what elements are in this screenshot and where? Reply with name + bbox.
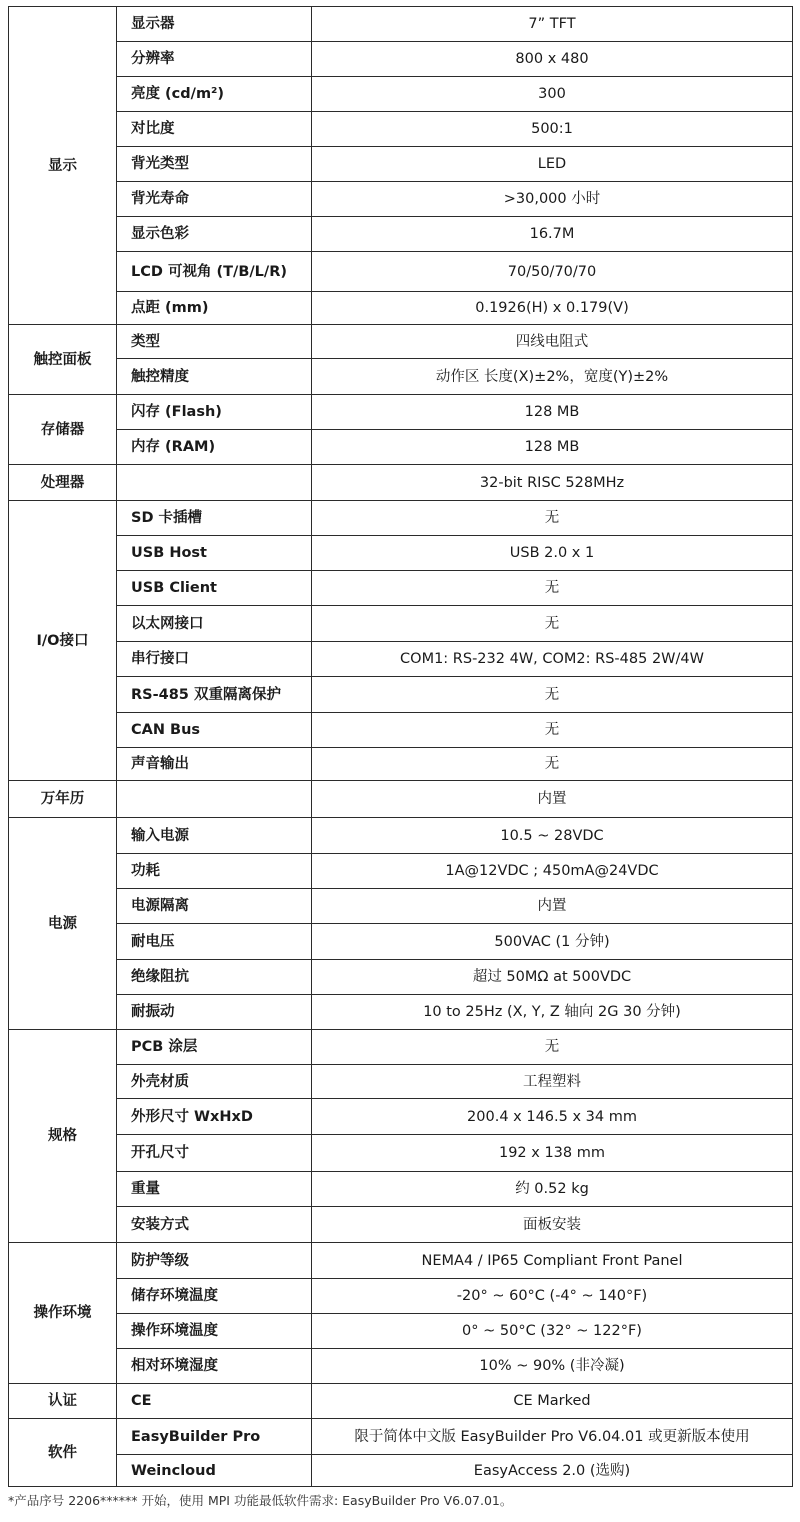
category-software: 软件 <box>9 1419 117 1487</box>
empty-cell <box>117 781 312 818</box>
table-row <box>9 359 793 395</box>
param-label: 操作环境温度 <box>117 1314 312 1349</box>
param-value: 1A@12VDC ; 450mA@24VDC <box>312 854 793 889</box>
category-display: 显示 <box>9 7 117 325</box>
param-value: 10.5 ~ 28VDC <box>312 818 793 854</box>
table-row <box>9 1172 793 1207</box>
table-row <box>9 1099 793 1135</box>
category-processor: 处理器 <box>9 465 117 501</box>
category-touch: 触控面板 <box>9 325 117 395</box>
param-label: 闪存 (Flash) <box>117 395 312 430</box>
param-label: 类型 <box>117 325 312 359</box>
table-row <box>9 1030 793 1065</box>
table-row <box>9 713 793 748</box>
param-label: 绝缘阻抗 <box>117 960 312 995</box>
param-label: 防护等级 <box>117 1243 312 1279</box>
table-row <box>9 1419 793 1455</box>
category-spec: 规格 <box>9 1030 117 1243</box>
param-value: USB 2.0 x 1 <box>312 536 793 571</box>
table-row <box>9 292 793 325</box>
spec-table <box>8 6 793 1487</box>
param-value: 工程塑料 <box>312 1065 793 1099</box>
table-row <box>9 112 793 147</box>
table-row <box>9 781 793 818</box>
table-row <box>9 217 793 252</box>
table-row <box>9 430 793 465</box>
table-row <box>9 677 793 713</box>
param-value: 约 0.52 kg <box>312 1172 793 1207</box>
param-value: 0° ~ 50°C (32° ~ 122°F) <box>312 1314 793 1349</box>
table-row <box>9 889 793 924</box>
table-row <box>9 748 793 781</box>
table-row <box>9 501 793 536</box>
table-row <box>9 995 793 1030</box>
param-value: 128 MB <box>312 395 793 430</box>
param-value: 70/50/70/70 <box>312 252 793 292</box>
param-value: 500:1 <box>312 112 793 147</box>
param-label: 显示器 <box>117 7 312 42</box>
param-label: LCD 可视角 (T/B/L/R) <box>117 252 312 292</box>
param-value: LED <box>312 147 793 182</box>
param-label: 外壳材质 <box>117 1065 312 1099</box>
param-label: Weincloud <box>117 1455 312 1487</box>
category-env: 操作环境 <box>9 1243 117 1384</box>
param-value: 7” TFT <box>312 7 793 42</box>
table-row <box>9 606 793 642</box>
param-value: 32-bit RISC 528MHz <box>312 465 793 501</box>
table-row <box>9 1065 793 1099</box>
param-label: CE <box>117 1384 312 1419</box>
param-label: 内存 (RAM) <box>117 430 312 465</box>
param-label: 外形尺寸 WxHxD <box>117 1099 312 1135</box>
table-row <box>9 395 793 430</box>
param-value: NEMA4 / IP65 Compliant Front Panel <box>312 1243 793 1279</box>
param-value: >30,000 小时 <box>312 182 793 217</box>
param-label: 点距 (mm) <box>117 292 312 325</box>
table-row <box>9 182 793 217</box>
category-cert: 认证 <box>9 1384 117 1419</box>
param-label: 声音输出 <box>117 748 312 781</box>
table-row <box>9 147 793 182</box>
table-row <box>9 1135 793 1172</box>
param-value: 面板安装 <box>312 1207 793 1243</box>
param-label: 相对环境湿度 <box>117 1349 312 1384</box>
category-io: I/O接口 <box>9 501 117 781</box>
param-value: -20° ~ 60°C (-4° ~ 140°F) <box>312 1279 793 1314</box>
param-value: CE Marked <box>312 1384 793 1419</box>
table-row <box>9 325 793 359</box>
category-power: 电源 <box>9 818 117 1030</box>
table-row <box>9 818 793 854</box>
table-row <box>9 1455 793 1487</box>
param-label: 以太网接口 <box>117 606 312 642</box>
param-value: 无 <box>312 677 793 713</box>
param-label: 重量 <box>117 1172 312 1207</box>
param-label: SD 卡插槽 <box>117 501 312 536</box>
param-value: 300 <box>312 77 793 112</box>
table-row <box>9 7 793 42</box>
param-value: 无 <box>312 713 793 748</box>
param-value: 10 to 25Hz (X, Y, Z 轴向 2G 30 分钟) <box>312 995 793 1030</box>
param-label: 串行接口 <box>117 642 312 677</box>
param-value: 动作区 长度(X)±2%，宽度(Y)±2% <box>312 359 793 395</box>
param-label: 耐电压 <box>117 924 312 960</box>
param-label: 电源隔离 <box>117 889 312 924</box>
param-value: 无 <box>312 606 793 642</box>
table-row <box>9 924 793 960</box>
param-value: COM1: RS-232 4W, COM2: RS-485 2W/4W <box>312 642 793 677</box>
param-value: 800 x 480 <box>312 42 793 77</box>
param-label: 开孔尺寸 <box>117 1135 312 1172</box>
param-value: 无 <box>312 748 793 781</box>
param-label: 背光类型 <box>117 147 312 182</box>
table-row <box>9 77 793 112</box>
param-value: 超过 50MΩ at 500VDC <box>312 960 793 995</box>
param-value: EasyAccess 2.0 (选购) <box>312 1455 793 1487</box>
param-value: 16.7M <box>312 217 793 252</box>
param-label: USB Host <box>117 536 312 571</box>
param-label: 亮度 (cd/m²) <box>117 77 312 112</box>
param-label: 对比度 <box>117 112 312 147</box>
table-row <box>9 854 793 889</box>
table-row <box>9 1207 793 1243</box>
param-label: 储存环境温度 <box>117 1279 312 1314</box>
param-value: 0.1926(H) x 0.179(V) <box>312 292 793 325</box>
param-label: 触控精度 <box>117 359 312 395</box>
param-label: 输入电源 <box>117 818 312 854</box>
category-storage: 存储器 <box>9 395 117 465</box>
param-label: 功耗 <box>117 854 312 889</box>
param-label: 显示色彩 <box>117 217 312 252</box>
param-label: 耐振动 <box>117 995 312 1030</box>
param-value: 无 <box>312 501 793 536</box>
footnote: *产品序号 2206****** 开始，使用 MPI 功能最低软件需求: EasyBuilder Pro V6.07.01。 <box>8 1493 513 1508</box>
table-row <box>9 960 793 995</box>
table-row <box>9 1279 793 1314</box>
table-row <box>9 571 793 606</box>
table-row <box>9 1243 793 1279</box>
param-label: 安装方式 <box>117 1207 312 1243</box>
table-row <box>9 536 793 571</box>
table-row <box>9 252 793 292</box>
param-label: EasyBuilder Pro <box>117 1419 312 1455</box>
empty-cell <box>117 465 312 501</box>
table-row <box>9 1384 793 1419</box>
param-value: 内置 <box>312 889 793 924</box>
table-row <box>9 642 793 677</box>
category-rtc: 万年历 <box>9 781 117 818</box>
param-label: PCB 涂层 <box>117 1030 312 1065</box>
param-value: 128 MB <box>312 430 793 465</box>
param-label: 背光寿命 <box>117 182 312 217</box>
param-label: 分辨率 <box>117 42 312 77</box>
param-value: 500VAC (1 分钟) <box>312 924 793 960</box>
param-value: 192 x 138 mm <box>312 1135 793 1172</box>
param-value: 无 <box>312 571 793 606</box>
table-row <box>9 42 793 77</box>
table-row <box>9 1314 793 1349</box>
param-value: 10% ~ 90% (非冷凝) <box>312 1349 793 1384</box>
param-value: 无 <box>312 1030 793 1065</box>
table-row <box>9 465 793 501</box>
param-value: 200.4 x 146.5 x 34 mm <box>312 1099 793 1135</box>
param-value: 四线电阻式 <box>312 325 793 359</box>
param-value: 限于简体中文版 EasyBuilder Pro V6.04.01 或更新版本使用 <box>312 1419 793 1455</box>
param-label: USB Client <box>117 571 312 606</box>
param-label: CAN Bus <box>117 713 312 748</box>
param-label: RS-485 双重隔离保护 <box>117 677 312 713</box>
table-row <box>9 1349 793 1384</box>
param-value: 内置 <box>312 781 793 818</box>
